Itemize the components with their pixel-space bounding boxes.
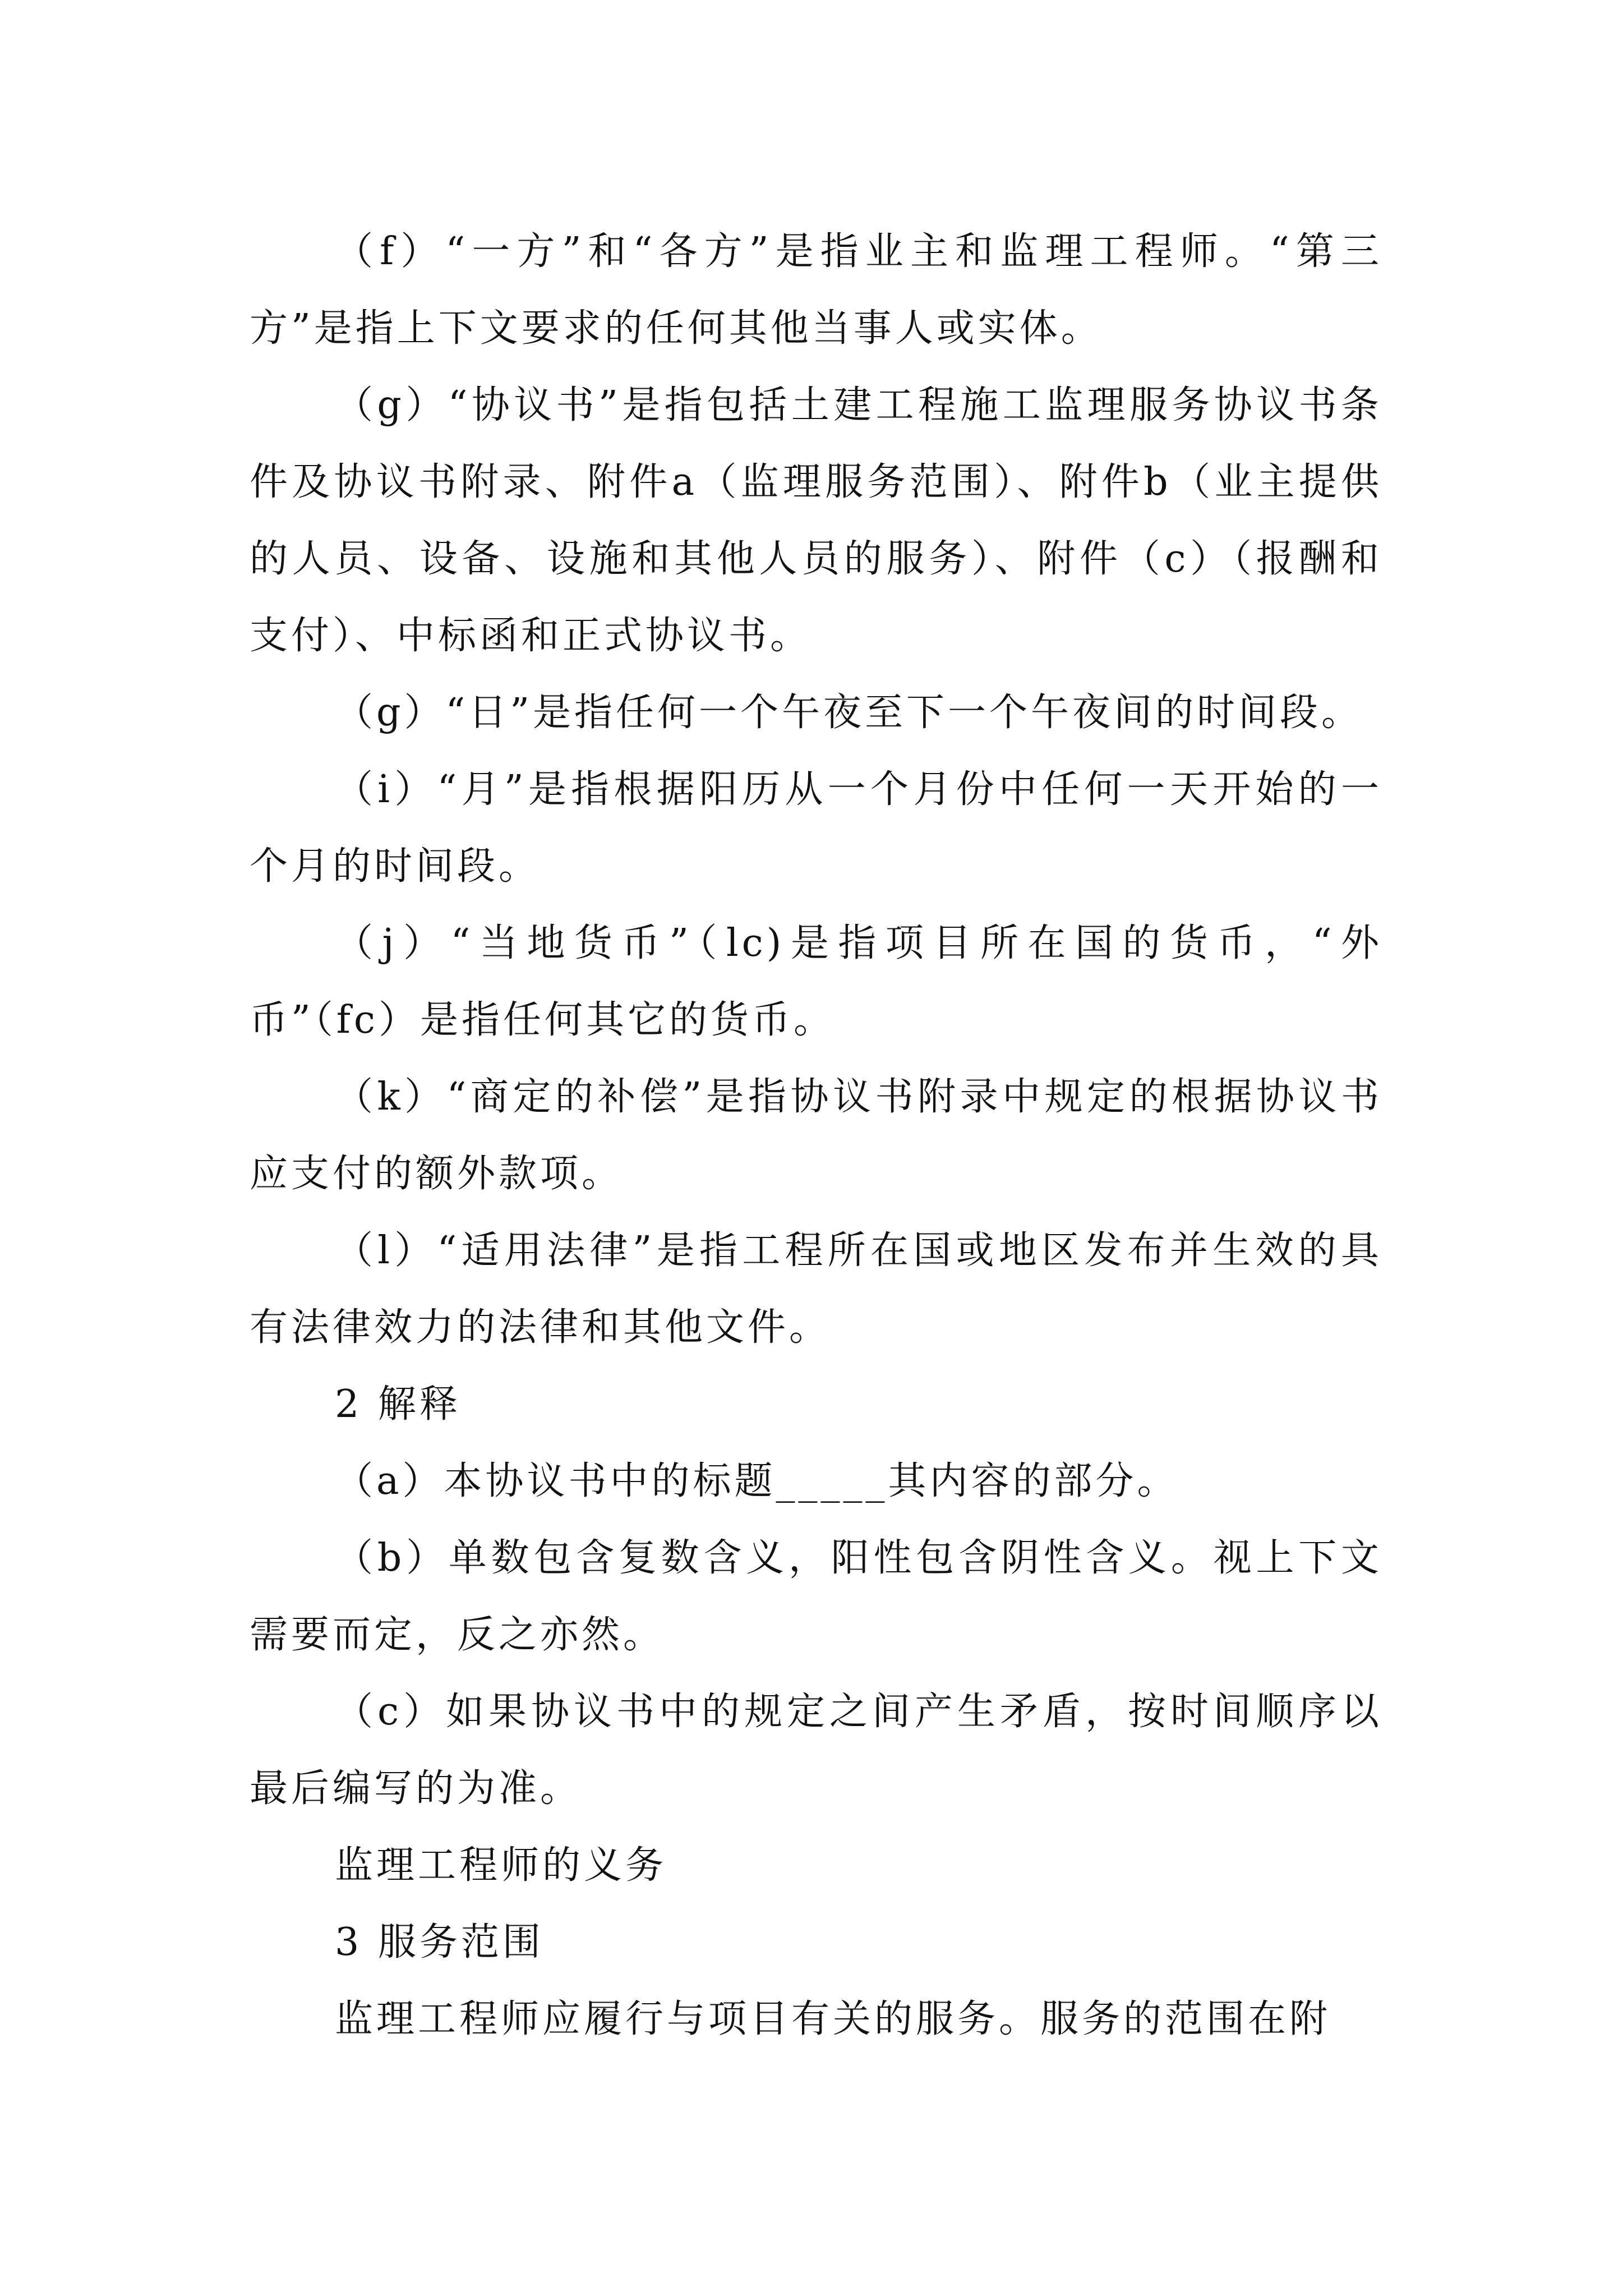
definition-month: （i）“月”是指根据阳历从一个月份中任何一天开始的一个月的时间段。: [250, 767, 1382, 889]
interpretation-a: （a）本协议书中的标题_____其内容的部分。: [335, 1459, 1179, 1503]
definition-compensation: （k）“商定的补偿”是指协议书附录中规定的根据协议书应支付的额外款项。: [250, 1075, 1382, 1196]
document-body: [250, 213, 1382, 2058]
scope-paragraph: 监理工程师应履行与项目有关的服务。服务的范围在附: [335, 1997, 1331, 2041]
definition-applicable-law: （l）“适用法律”是指工程所在国或地区发布并生效的具有法律效力的法律和其他文件。: [250, 1228, 1382, 1350]
definition-f: （f）“一方”和“各方”是指业主和监理工程师。“第三方”是指上下文要求的任何其他当事人或实体。: [250, 229, 1382, 351]
section-heading-scope: 3 服务范围: [335, 1920, 544, 1964]
interpretation-c: （c）如果协议书中的规定之间产生矛盾，按时间顺序以最后编写的为准。: [250, 1690, 1382, 1811]
definition-currency: （j）“当地货币”（lc)是指项目所在国的货币，“外币”（fc）是指任何其它的货币。: [250, 921, 1382, 1042]
interpretation-b: （b）单数包含复数含义，阳性包含阴性含义。视上下文需要而定，反之亦然。: [250, 1536, 1382, 1657]
definition-day: （g）“日”是指任何一个午夜至下一个午夜间的时间段。: [335, 691, 1363, 735]
definition-agreement: （g）“协议书”是指包括土建工程施工监理服务协议书条件及协议书附录、附件a（监理服务范围）、附件b（业主提供的人员、设备、设施和其他人员的服务）、附件（c）（报酬和支付）、中标函和正式协议书。: [250, 383, 1382, 658]
section-heading-obligations: 监理工程师的义务: [335, 1843, 667, 1888]
section-heading-interpretation: 2 解释: [335, 1382, 461, 1427]
